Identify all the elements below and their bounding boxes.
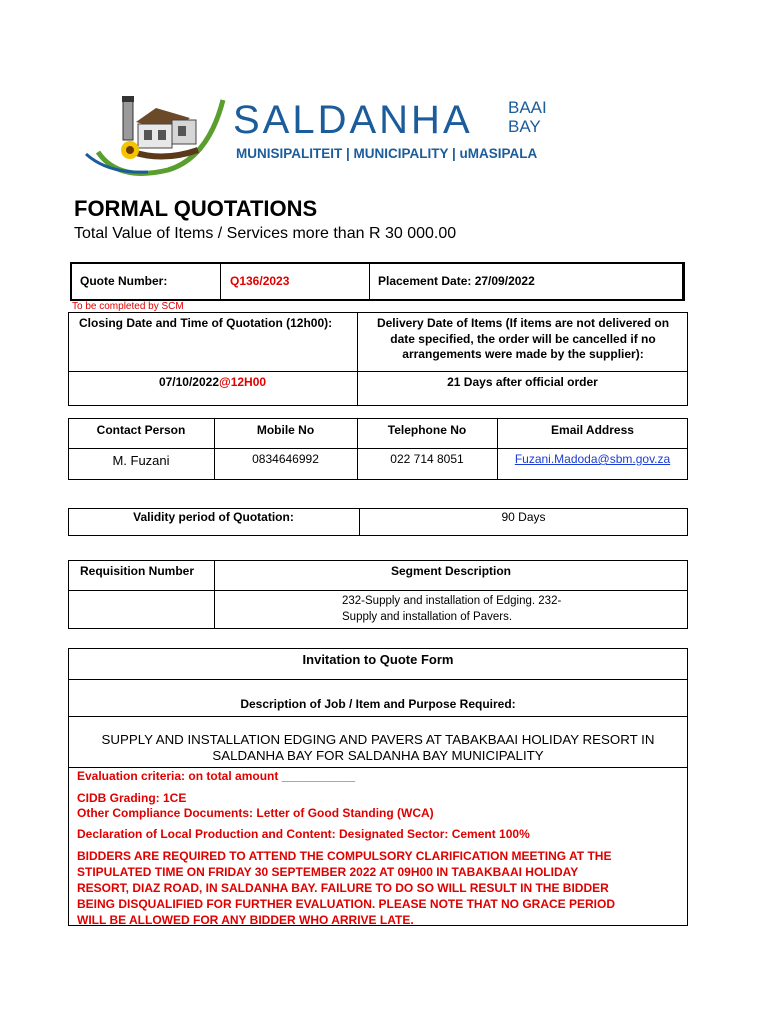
job-description-line-2: SALDANHA BAY FOR SALDANHA BAY MUNICIPALITY (212, 748, 544, 763)
contact-email-link[interactable]: Fuzani.Madoda@sbm.gov.za (514, 452, 671, 466)
placement-date: Placement Date: 27/09/2022 (378, 274, 535, 288)
segment-line-2: Supply and installation of Pavers. (342, 611, 513, 623)
logo-emblem (78, 92, 233, 176)
contact-mobile: 0834646992 (252, 452, 319, 466)
contact-header-telephone: Telephone No (387, 423, 467, 437)
closing-value (68, 375, 357, 389)
logo-bay: BAY (508, 117, 541, 136)
contact-person: M. Fuzani (112, 453, 170, 468)
bidders-notice-line: WILL BE ALLOWED FOR ANY BIDDER WHO ARRIVE LATE. (77, 913, 414, 927)
contact-telephone: 022 714 8051 (390, 452, 464, 466)
delivery-label: Delivery Date of Items (If items are not delivered on date specified, the order will be cancelled if no arrangements were made by the supplier): (376, 316, 670, 361)
compliance-documents: Other Compliance Documents: Letter of Good Standing (WCA) (77, 806, 434, 820)
bidders-notice-line: BIDDERS ARE REQUIRED TO ATTEND THE COMPULSORY CLARIFICATION MEETING AT THE (77, 849, 612, 863)
logo-name: SALDANHA (233, 98, 473, 142)
bidders-notice-line: RESORT, DIAZ ROAD, IN SALDANHA BAY. FAILURE TO DO SO WILL RESULT IN THE BIDDER (77, 881, 609, 895)
contact-header-email: Email Address (551, 423, 634, 437)
closing-label: Closing Date and Time of Quotation (12h00): (79, 316, 333, 330)
page-title: FORMAL QUOTATIONS (74, 196, 318, 221)
logo-subtitle: MUNISIPALITEIT | MUNICIPALITY | uMASIPALA (236, 146, 538, 161)
bidders-notice (77, 848, 615, 928)
scm-note: To be completed by SCM (72, 301, 184, 312)
quote-number-value: Q136/2023 (230, 274, 290, 288)
bidders-notice-line: STIPULATED TIME ON FRIDAY 30 SEPTEMBER 2022 AT 09H00 IN TABAKBAAI HOLIDAY (77, 865, 579, 879)
segment-line-1: 232-Supply and installation of Edging. 232- (342, 595, 562, 607)
contact-header-person: Contact Person (96, 423, 186, 437)
local-production-declaration: Declaration of Local Production and Content: Designated Sector: Cement 100% (77, 827, 530, 841)
validity-value: 90 Days (501, 510, 546, 524)
job-description-line-1: SUPPLY AND INSTALLATION EDGING AND PAVERS AT TABAKBAAI HOLIDAY RESORT IN (101, 732, 655, 747)
logo-baai: BAAI (508, 98, 547, 117)
closing-date: 07/10/2022 (158, 375, 219, 389)
invitation-title: Invitation to Quote Form (302, 652, 454, 667)
contact-header-mobile: Mobile No (256, 423, 315, 437)
evaluation-criteria: Evaluation criteria: on total amount ___________ (77, 769, 356, 783)
job-description-label: Description of Job / Item and Purpose Required: (240, 697, 516, 711)
page-subtitle: Total Value of Items / Services more than R 30 000.00 (74, 225, 457, 242)
closing-time: @12H00 (219, 375, 267, 389)
cidb-grading: CIDB Grading: 1CE (77, 791, 187, 805)
delivery-value: 21 Days after official order (447, 375, 598, 389)
segment-label: Segment Description (390, 564, 512, 578)
municipality-logo (78, 92, 558, 176)
requisition-label: Requisition Number (80, 564, 195, 578)
bidders-notice-line: BEING DISQUALIFIED FOR FURTHER EVALUATION. PLEASE NOTE THAT NO GRACE PERIOD (77, 897, 616, 911)
validity-label: Validity period of Quotation: (133, 510, 294, 524)
quote-number-label: Quote Number: (80, 274, 168, 288)
